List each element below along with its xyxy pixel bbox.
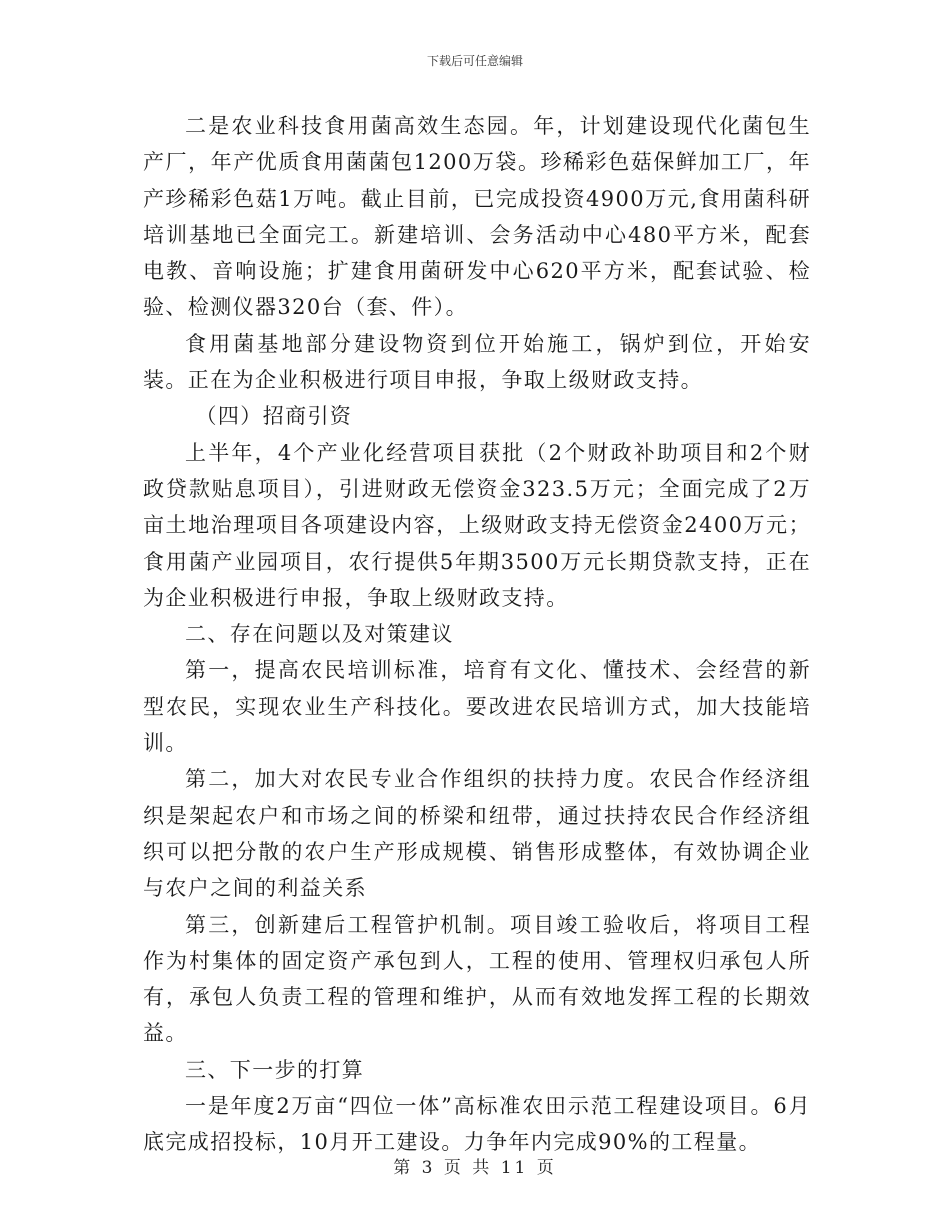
section-heading-next-steps: 三、下一步的打算 [185, 1057, 365, 1082]
paragraph-investment: 上半年，4个产业化经营项目获批（2个财政补助项目和2个财政贷款贴息项目），引进财政无偿资金323.5万元；全面完成了2万亩土地治理项目各项建设内容，上级财政支持无偿资金2400万元；食用菌产业园项目，农行提供5年期3500万元长期贷款支持，正在为企业积极进行申报，争取上级财政支持。 [143, 440, 811, 610]
paragraph-third-suggestion: 第三，创新建后工程管护机制。项目竣工验收后，将项目工程作为村集体的固定资产承包到人，工程的使用、管理权归承包人所有，承包人负责工程的管理和维护，从而有效地发挥工程的长期效益。 [143, 912, 811, 1046]
paragraph-first-suggestion: 第一，提高农民培训标准，培育有文化、懂技术、会经营的新型农民，实现农业生产科技化。要改进农民培训方式，加大技能培训。 [143, 658, 811, 756]
document-body [143, 108, 811, 1161]
section-heading-problems: 二、存在问题以及对策建议 [185, 622, 454, 647]
paragraph-mushroom-base: 食用菌基地部分建设物资到位开始施工，锅炉到位，开始安装。正在为企业积极进行项目申报，争取上级财政支持。 [143, 331, 811, 393]
page-number-footer: 第 3 页 共 11 页 [393, 1158, 557, 1178]
paragraph-mushroom-park: 二是农业科技食用菌高效生态园。年，计划建设现代化菌包生产厂，年产优质食用菌菌包1200万袋。珍稀彩色菇保鲜加工厂，年产珍稀彩色菇1万吨。截止目前，已完成投资4900万元,食用菌科研培训基地已全面完工。新建培训、会务活动中心480平方米，配套电教、音响设施；扩建食用菌研发中心620平方米，配套试验、检验、检测仪器320台（套、件）。 [143, 114, 811, 320]
paragraph-second-suggestion: 第二，加大对农民专业合作组织的扶持力度。农民合作经济组织是架起农户和市场之间的桥梁和纽带，通过扶持农民合作经济组织可以把分散的农户生产形成规模、销售形成整体，有效协调企业与农户之间的利益关系 [143, 767, 811, 901]
paragraph-next-step-one: 一是年度2万亩“四位一体”高标准农田示范工程建设项目。6月底完成招投标，10月开工建设。力争年内完成90%的工程量。 [143, 1094, 811, 1155]
section-heading-investment: （四）招商引资 [195, 404, 353, 429]
page-header-note: 下载后可任意编辑 [426, 54, 523, 68]
